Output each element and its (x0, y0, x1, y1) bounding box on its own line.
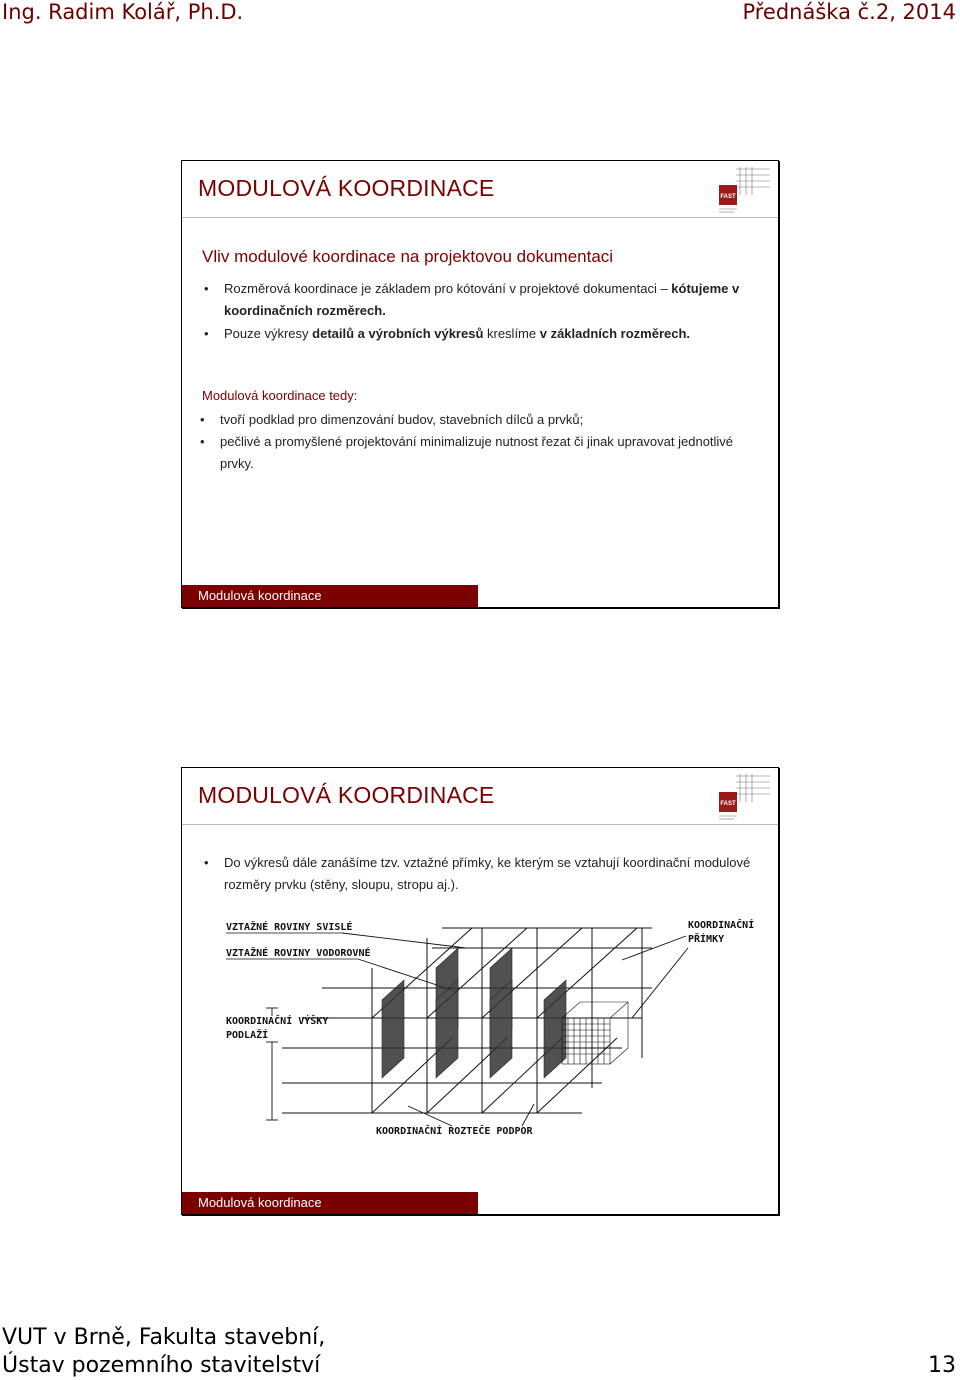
modular-grid-drawing (222, 908, 755, 1168)
list-item: • tvoří podklad pro dimenzování budov, stavebních dílců a prvků; (198, 409, 758, 431)
label-column-spacing: KOORDINAČNÍ ROZTEČE PODPOR (376, 1126, 533, 1137)
svg-text:FAST: FAST (720, 194, 736, 200)
footer-line: VUT v Brně, Fakulta stavební, (2, 1325, 326, 1350)
title-divider (182, 217, 778, 218)
label-floor-heights: KOORDINAČNÍ VÝŠKY (226, 1016, 329, 1027)
list-item: • pečlivé a promyšlené projektování minimalizuje nutnost řezat či jinak upravovat jednotlivé prvky. (198, 431, 758, 475)
slide-2 (181, 767, 779, 1215)
svg-text:PŘÍMKY: PŘÍMKY (688, 934, 725, 945)
page-header-lecture: Přednáška č.2, 2014 (742, 0, 956, 24)
slide-title: MODULOVÁ KOORDINACE (198, 782, 495, 808)
page-header-author: Ing. Radim Kolář, Ph.D. (2, 0, 244, 24)
label-vertical-planes: VZTAŽNÉ ROVINY SVISLÉ (226, 922, 353, 933)
slide-footer-bar: Modulová koordinace (182, 1192, 478, 1214)
svg-text:FAST: FAST (720, 801, 736, 807)
slide-footer-bar: Modulová koordinace (182, 585, 478, 607)
slide-title: MODULOVÁ KOORDINACE (198, 175, 495, 201)
list-item: • Do výkresů dále zanášíme tzv. vztažné přímky, ke kterým se vztahují koordinační modulové rozměry prvku (stěny, sloupu, stropu aj.). (202, 852, 762, 896)
list-item: • Pouze výkresy detailů a výrobních výkresů kreslíme v základních rozměrech. (202, 323, 762, 345)
fast-logo-icon (716, 772, 772, 822)
label-coordinate-lines: KOORDINAČNÍ (688, 920, 755, 931)
bullet-list (198, 409, 758, 475)
slide-subtitle: Vliv modulové koordinace na projektovou dokumentaci (202, 247, 614, 266)
footer-line: Ústav pozemního stavitelství (2, 1353, 321, 1378)
section-label: Modulová koordinace tedy: (202, 388, 358, 403)
page-footer-institution (2, 1324, 325, 1380)
slide-1 (181, 160, 779, 608)
svg-text:PODLAŽÍ: PODLAŽÍ (226, 1030, 269, 1041)
bullet-list (202, 852, 762, 896)
bullet-list (202, 278, 762, 346)
label-horizontal-planes: VZTAŽNÉ ROVINY VODOROVNÉ (226, 948, 371, 959)
page-number: 13 (928, 1353, 956, 1378)
list-item: • Rozměrová koordinace je základem pro kótování v projektové dokumentaci – kótujeme v koordinačních rozměrech. (202, 278, 762, 322)
title-divider (182, 824, 778, 825)
fast-logo-icon (716, 165, 772, 215)
